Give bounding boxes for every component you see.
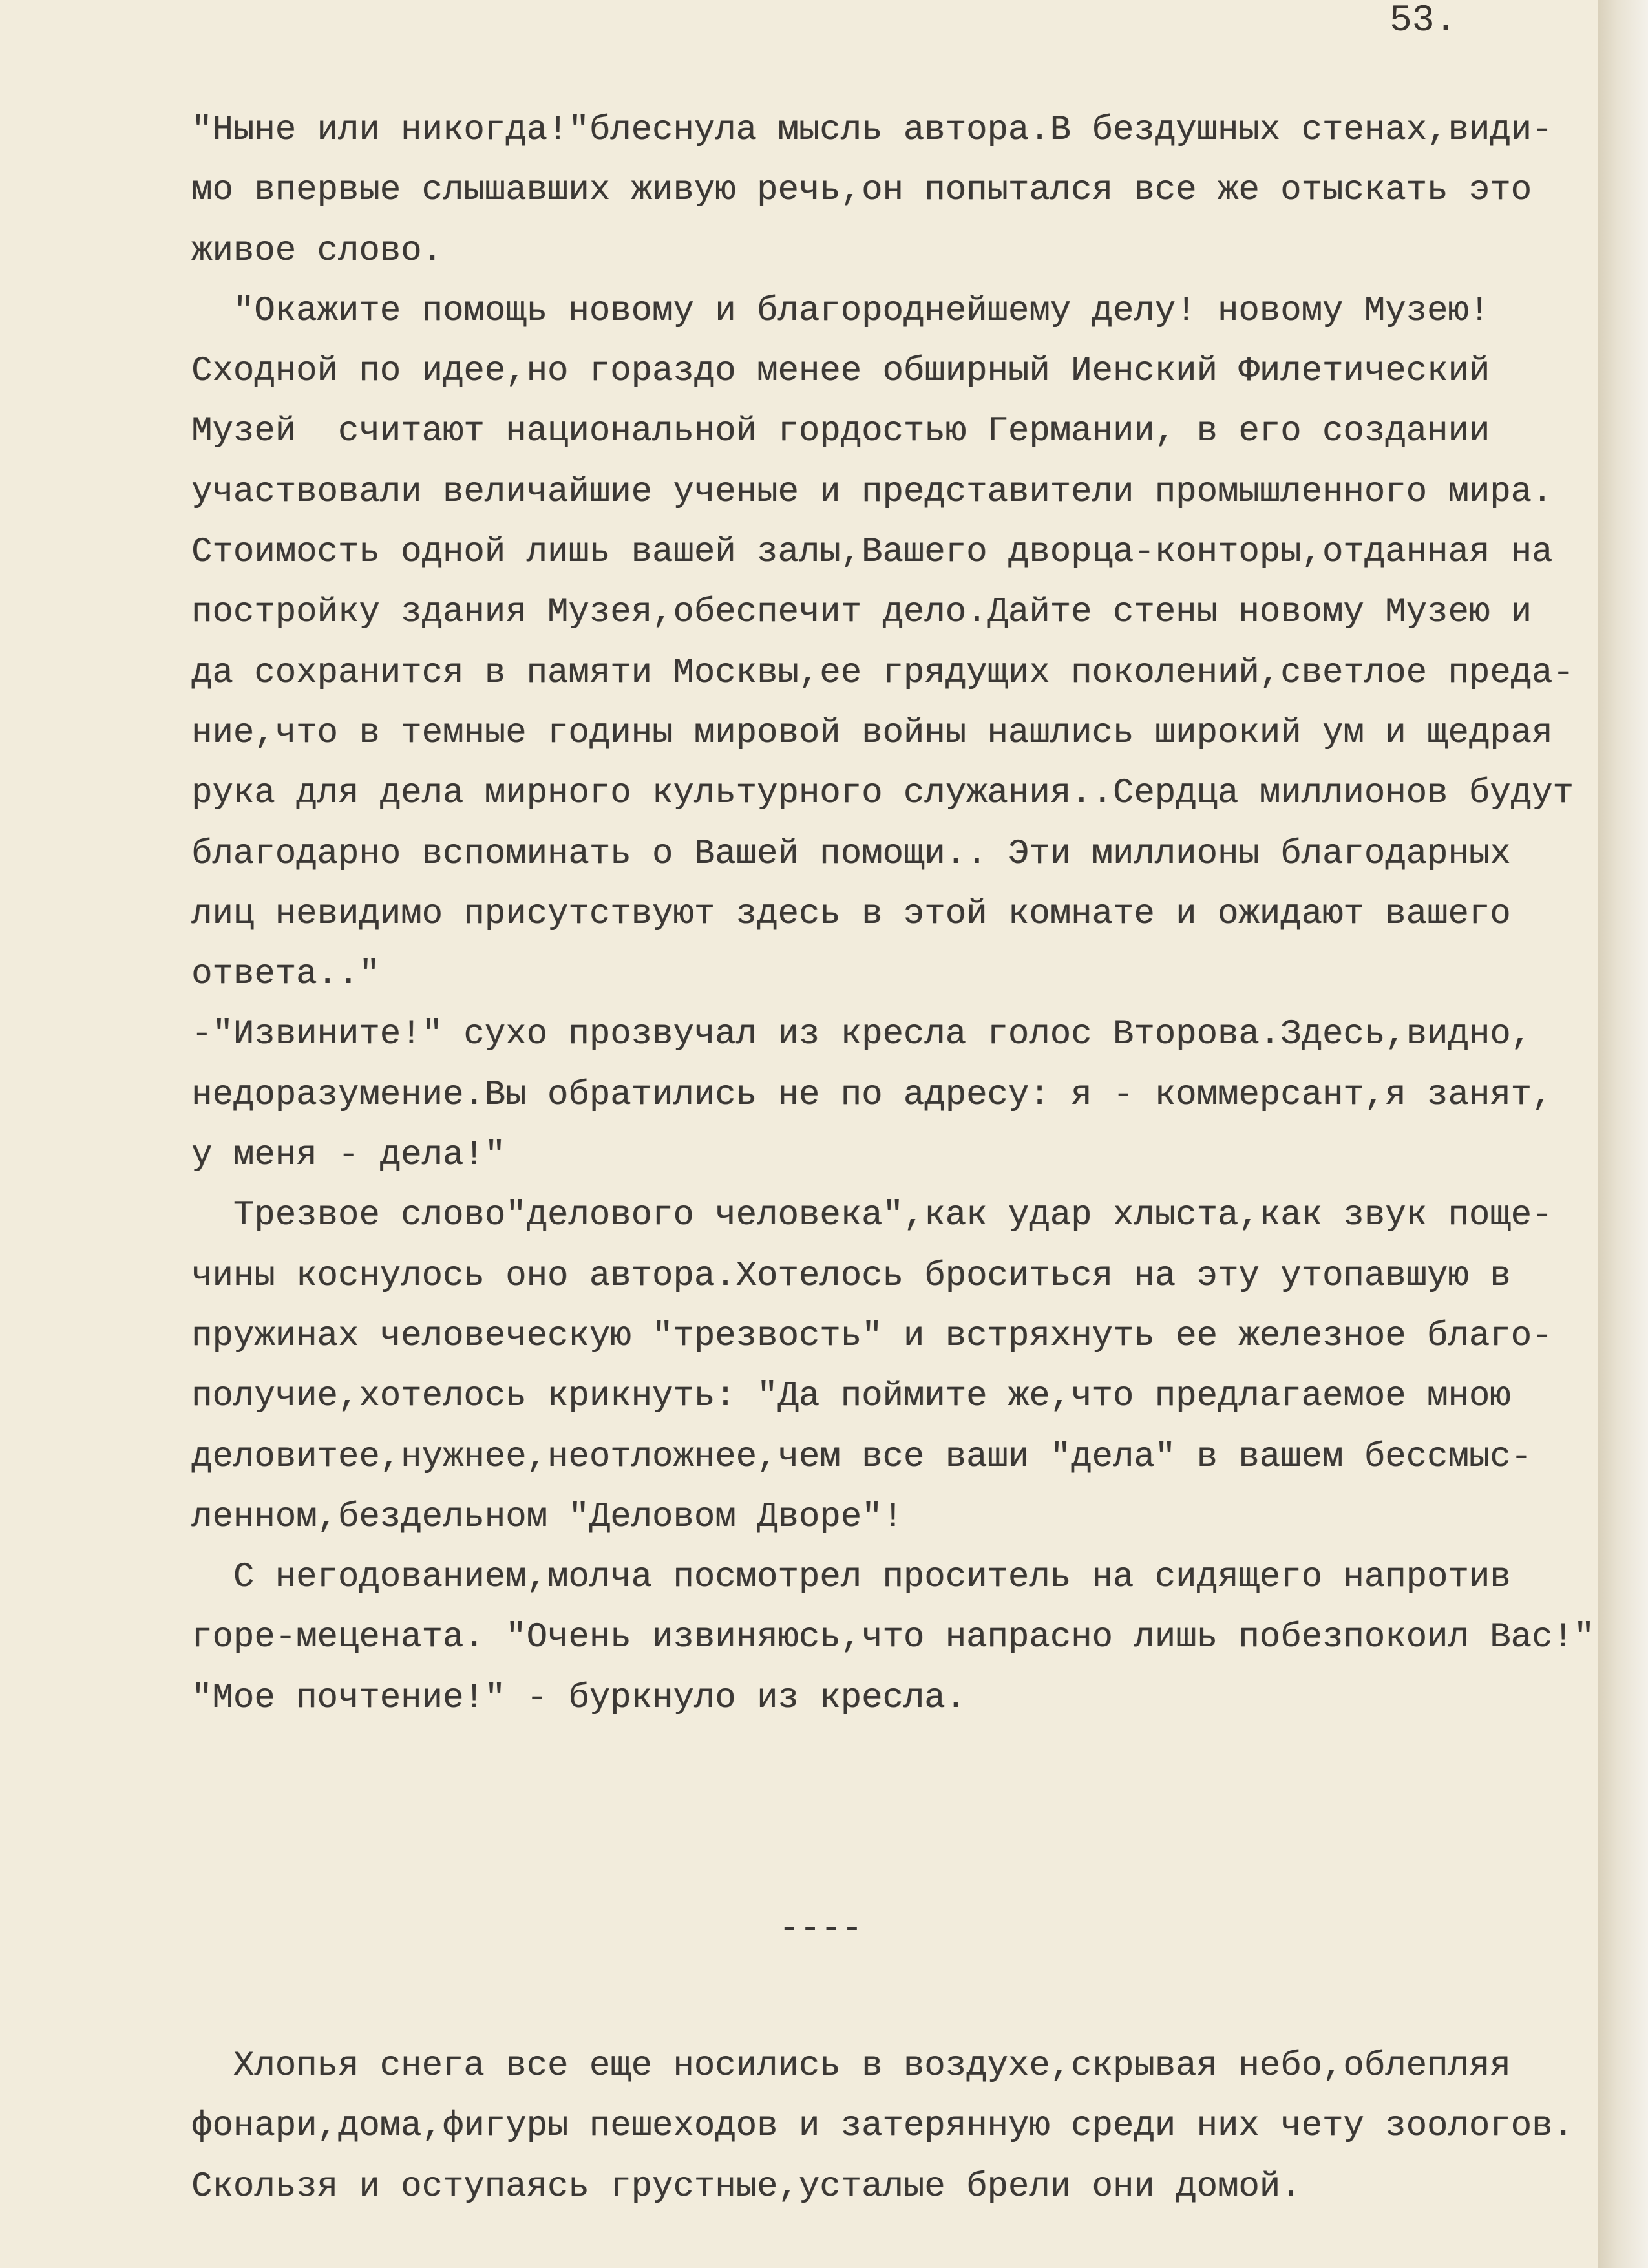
text-line: С негодованием,молча посмотрел проситель на сидящего напротив [191,1558,1511,1598]
closing-text-block [191,2036,1590,2217]
text-line: Скользя и оступаясь грустные,усталые брели они домой. [191,2167,1302,2207]
text-line: Стоимость одной лишь вашей залы,Вашего дворца-конторы,отданная на [191,533,1553,573]
text-line: недоразумение.Вы обратились не по адресу: я - коммерсант,я занят, [191,1075,1553,1115]
text-line: ние,что в темные годины мировой войны нашлись широкий ум и щедрая [191,713,1553,753]
text-line: "Мое почтение!" - буркнуло из кресла. [191,1678,966,1718]
text-line: фонари,дома,фигуры пешеходов и затерянную среди них чету зоологов. [191,2106,1574,2146]
text-line: -"Извините!" сухо прозвучал из кресла голос Второва.Здесь,видно, [191,1015,1532,1055]
text-line: рука для дела мирного культурного служания..Сердца миллионов будут [191,774,1574,814]
text-line: "Окажите помощь новому и благороднейшему делу! новому Музею! [191,291,1490,331]
page-edge-background [1598,0,1648,2268]
text-line: "Ныне или никогда!"блеснула мысль автора.В бездушных стенах,види- [191,111,1553,150]
text-line: пружинах человеческую "трезвость" и встряхнуть ее железное благо- [191,1316,1553,1356]
text-line: Хлопья снега все еще носились в воздухе,скрывая небо,облепляя [191,2046,1511,2086]
text-line: лиц невидимо присутствуют здесь в этой комнате и ожидают вашего [191,894,1511,934]
text-line: участвовали величайшие ученые и представители промышленного мира. [191,472,1553,512]
text-line: получие,хотелось крикнуть: "Да поймите же,что предлагаемое мною [191,1377,1511,1417]
text-line: ответа.." [191,955,380,995]
text-line: мо впервые слышавших живую речь,он попытался все же отыскать это [191,171,1532,211]
text-line: деловитее,нужнее,неотложнее,чем все ваши "дела" в вашем бессмыс- [191,1437,1532,1477]
text-line: у меня - дела!" [191,1136,506,1176]
text-line: постройку здания Музея,обеспечит дело.Дайте стены новому Музею и [191,593,1532,633]
text-line: ленном,бездельном "Деловом Дворе"! [191,1497,903,1537]
page-number: 53. [1389,0,1457,42]
text-line: Музей считают национальной гордостью Германии, в его создании [191,412,1490,452]
text-line: горе-мецената. "Очень извиняюсь,что напрасно лишь побезпокоил Вас!" [191,1618,1595,1658]
text-line: да сохранится в памяти Москвы,ее грядущих поколений,светлое преда- [191,653,1574,693]
text-line: Сходной по идее,но гораздо менее обширный Иенский Филетический [191,352,1490,392]
main-text-block [191,100,1595,1728]
text-line: чины коснулось оно автора.Хотелось броситься на эту утопавшую в [191,1256,1511,1296]
text-line: Трезвое слово"делового человека",как удар хлыста,как звук поще- [191,1196,1553,1236]
text-line: живое слово. [191,231,443,271]
section-separator: ---- [779,1909,863,1949]
text-line: благодарно вспоминать о Вашей помощи.. Эти миллионы благодарных [191,834,1511,874]
